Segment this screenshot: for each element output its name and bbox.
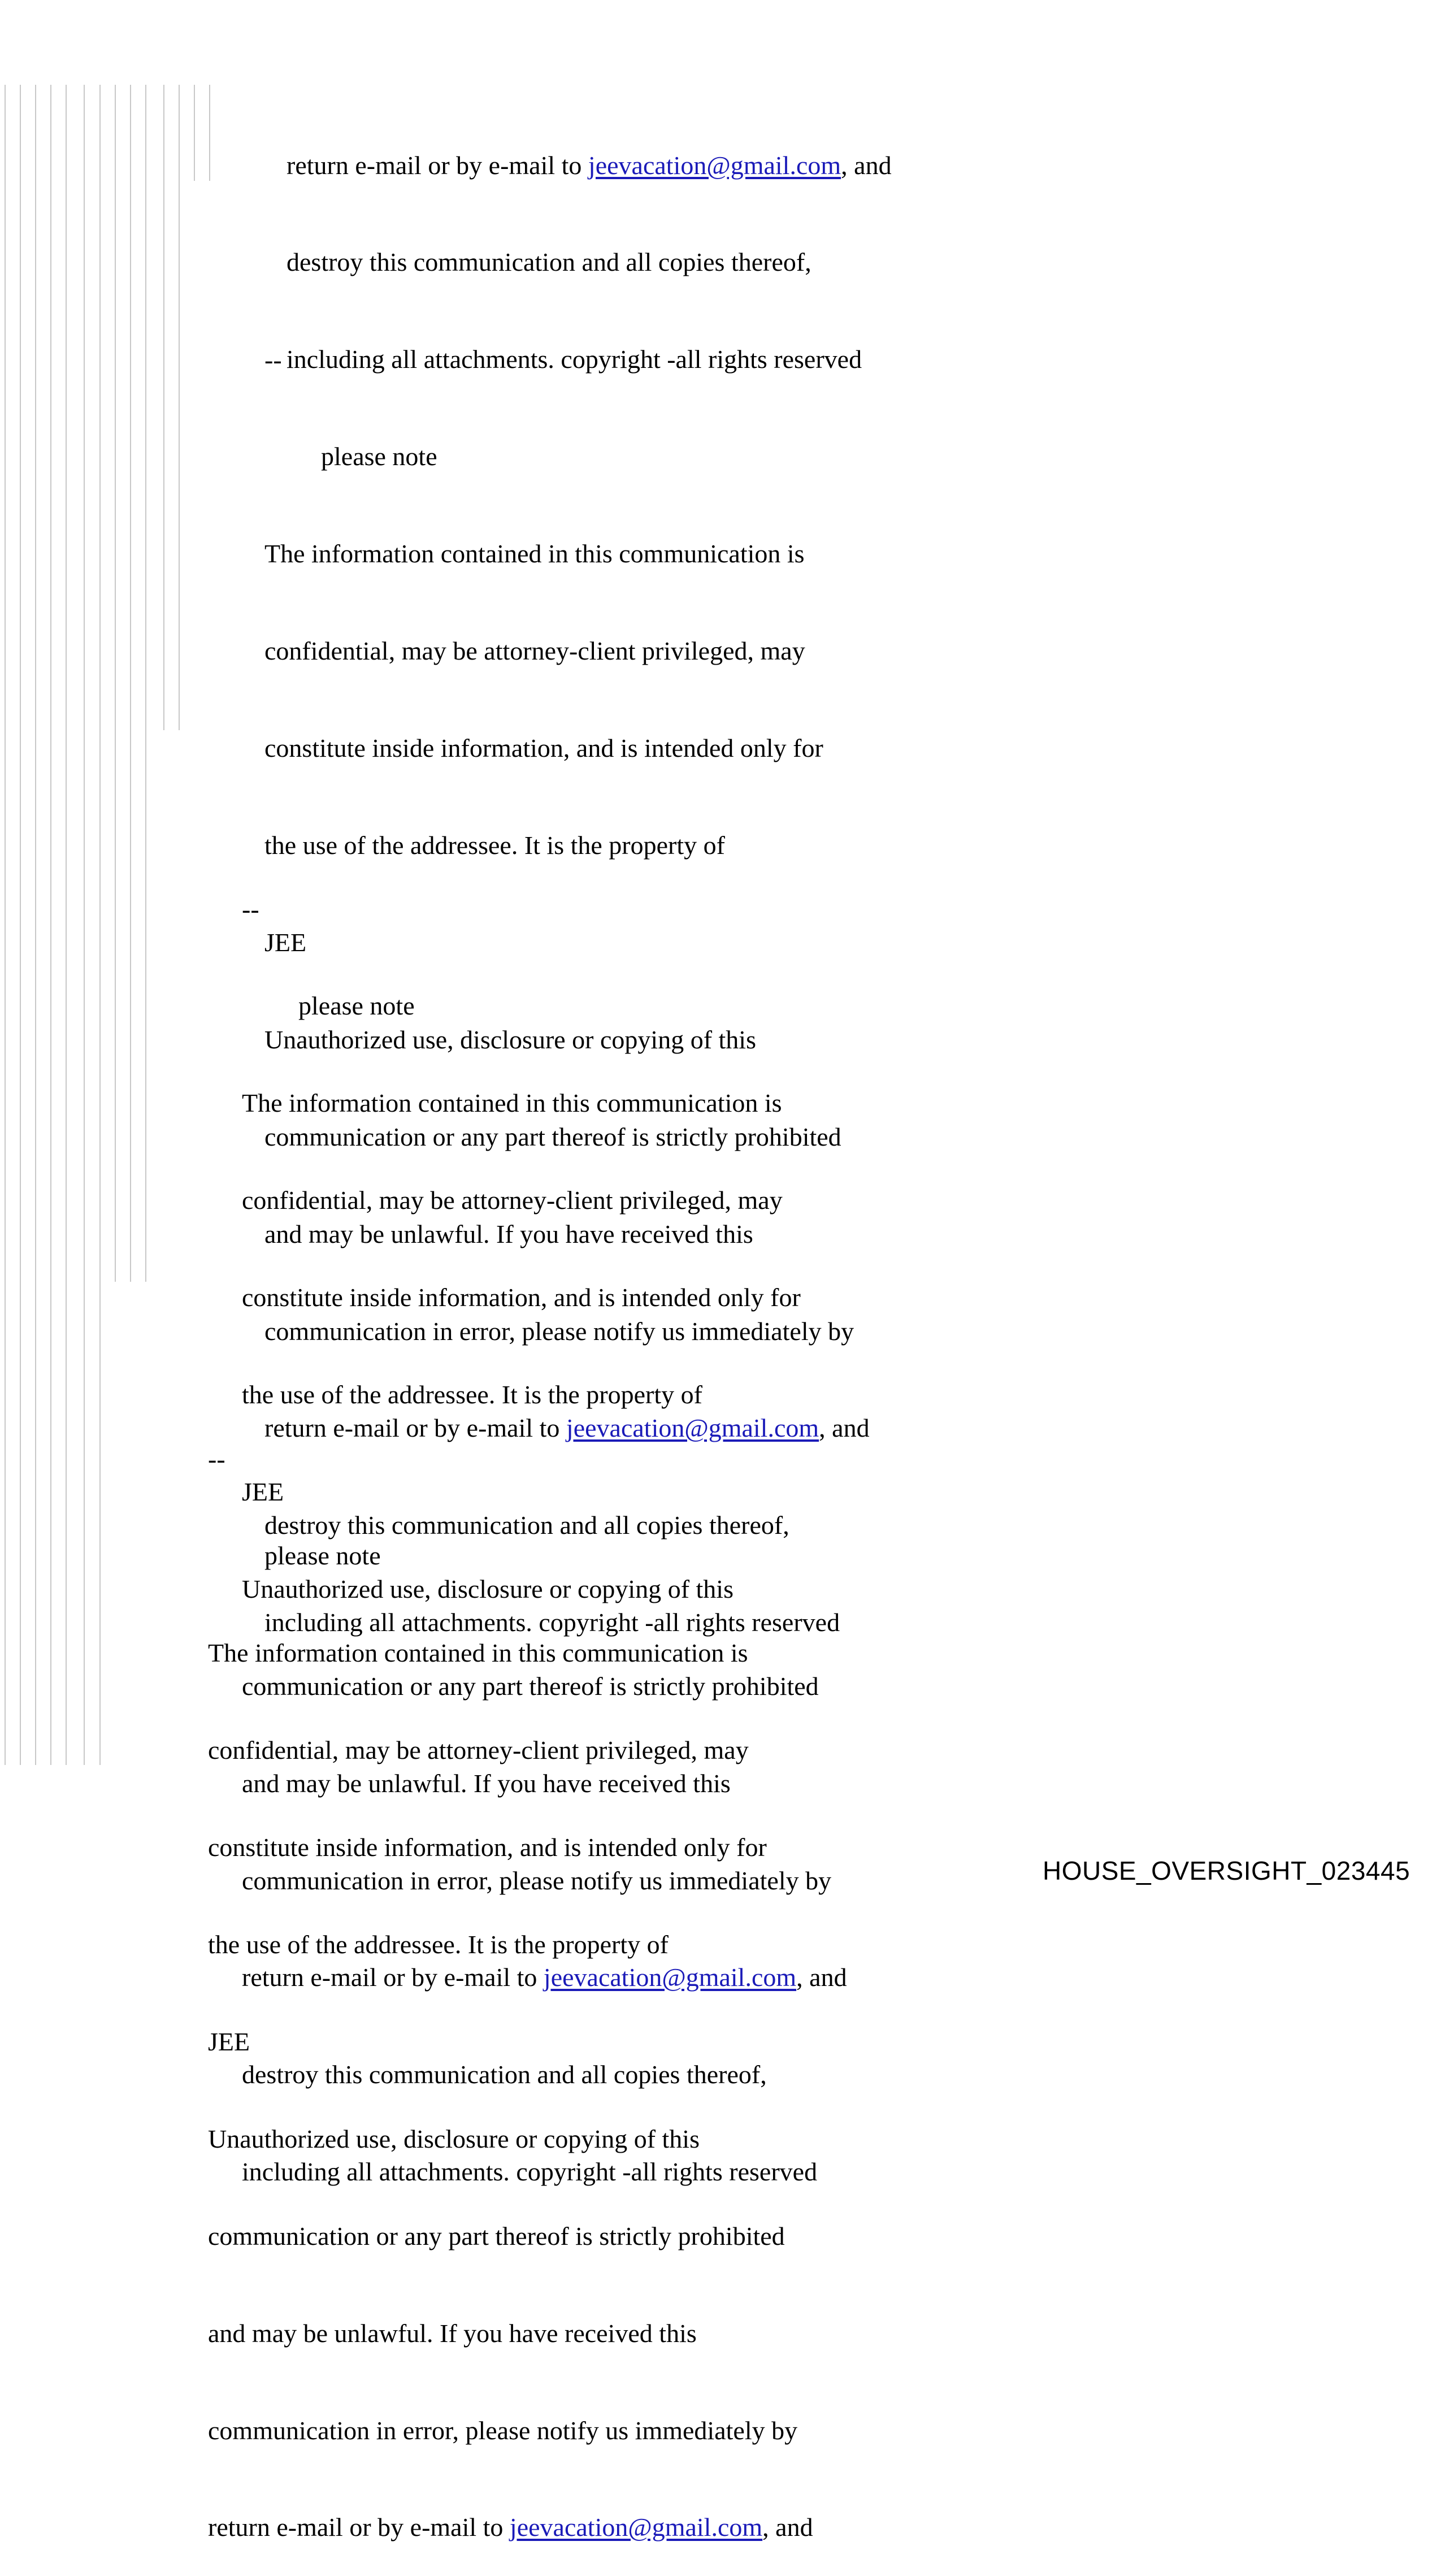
quote-bar [179,85,180,730]
mail-line [287,149,892,181]
email-link[interactable]: jeevacation@gmail.com [566,1413,819,1443]
quote-bar [115,85,116,1282]
mail-line [208,2511,813,2543]
text-line: destroy this communication and all copies thereof, [287,248,811,277]
mail-line-prefix: return e-mail or by e-mail to [264,1413,566,1443]
quote-bar [163,85,164,730]
disclaimer-block [208,1378,813,2576]
text-line: and may be unlawful. If you have received this [264,1219,753,1248]
mail-line-suffix: , and [796,1963,847,1992]
text-line: communication or any part thereof is strictly prohibited [242,1671,819,1701]
separator: -- [208,1444,225,1473]
text-line: destroy this communication and all copies thereof, [242,2060,767,2089]
quote-bar [209,85,210,181]
quote-bar [50,85,51,1765]
text-line: communication in error, please notify us immediately by [208,2415,798,2445]
text-line: destroy this communication and all copies thereof, [264,1511,789,1540]
text-line: JEE [242,1477,284,1506]
text-line: constitute inside information, and is intended only for [208,1833,767,1862]
email-link[interactable]: jeevacation@gmail.com [509,2513,763,2542]
text-line: and may be unlawful. If you have received this [208,2318,697,2348]
text-line: communication in error, please notify us immediately by [242,1866,832,1895]
mail-line-prefix: return e-mail or by e-mail to [242,1963,544,1992]
text-line: confidential, may be attorney-client privileged, may [264,636,805,666]
text-line: confidential, may be attorney-client privileged, may [208,1736,749,1765]
text-line: including all attachments. copyright -all rights reserved [287,345,862,374]
mail-line-suffix: , and [841,150,892,180]
text-line: including all attachments. copyright -all rights reserved [242,2157,818,2187]
text-line: Unauthorized use, disclosure or copying of this [264,1025,756,1054]
text-line: confidential, may be attorney-client privileged, may [242,1186,783,1215]
quote-bar [35,85,36,1765]
quote-bar [66,85,67,1765]
text-line: the use of the addressee. It is the property of [242,1380,702,1410]
mail-line-suffix: , and [819,1413,870,1443]
text-line: The information contained in this communication is [242,1088,782,1118]
quote-bar [145,85,146,1282]
mail-line-suffix: , and [762,2513,813,2542]
separator: -- [264,345,282,374]
text-line: JEE [264,927,307,957]
text-line: communication in error, please notify us immediately by [264,1316,854,1346]
quote-bar [194,85,195,181]
text-line: Unauthorized use, disclosure or copying of this [208,2124,700,2153]
text-line: constitute inside information, and is intended only for [264,734,823,763]
quote-bar [130,85,131,1282]
text-line: The information contained in this communication is [208,1638,748,1668]
text-line: JEE [208,2027,250,2056]
text-line: Unauthorized use, disclosure or copying of this [242,1574,733,1603]
text-line: constitute inside information, and is intended only for [242,1283,801,1312]
quote-bar [84,85,85,1765]
separator: -- [242,894,259,923]
notice-heading: please note [321,442,437,471]
quote-bar [20,85,21,1765]
notice-heading: please note [264,1541,381,1571]
email-link[interactable]: jeevacation@gmail.com [543,1963,797,1992]
quote-bar [5,85,6,1765]
text-line: including all attachments. copyright -all rights reserved [264,1608,840,1637]
text-line: communication or any part thereof is strictly prohibited [264,1122,841,1151]
text-line: and may be unlawful. If you have received this [242,1768,731,1798]
mail-line-prefix: return e-mail or by e-mail to [287,150,588,180]
quote-bar [99,85,101,1765]
email-link[interactable]: jeevacation@gmail.com [588,150,841,180]
text-line: communication or any part thereof is strictly prohibited [208,2221,785,2250]
text-line: the use of the addressee. It is the property of [208,1930,669,1959]
text-line: The information contained in this communication is [264,539,805,569]
bates-number: HOUSE_OVERSIGHT_023445 [1043,1856,1410,1885]
notice-heading: please note [298,991,415,1021]
mail-line-prefix: return e-mail or by e-mail to [208,2513,510,2542]
text-line: the use of the addressee. It is the property of [264,831,725,860]
